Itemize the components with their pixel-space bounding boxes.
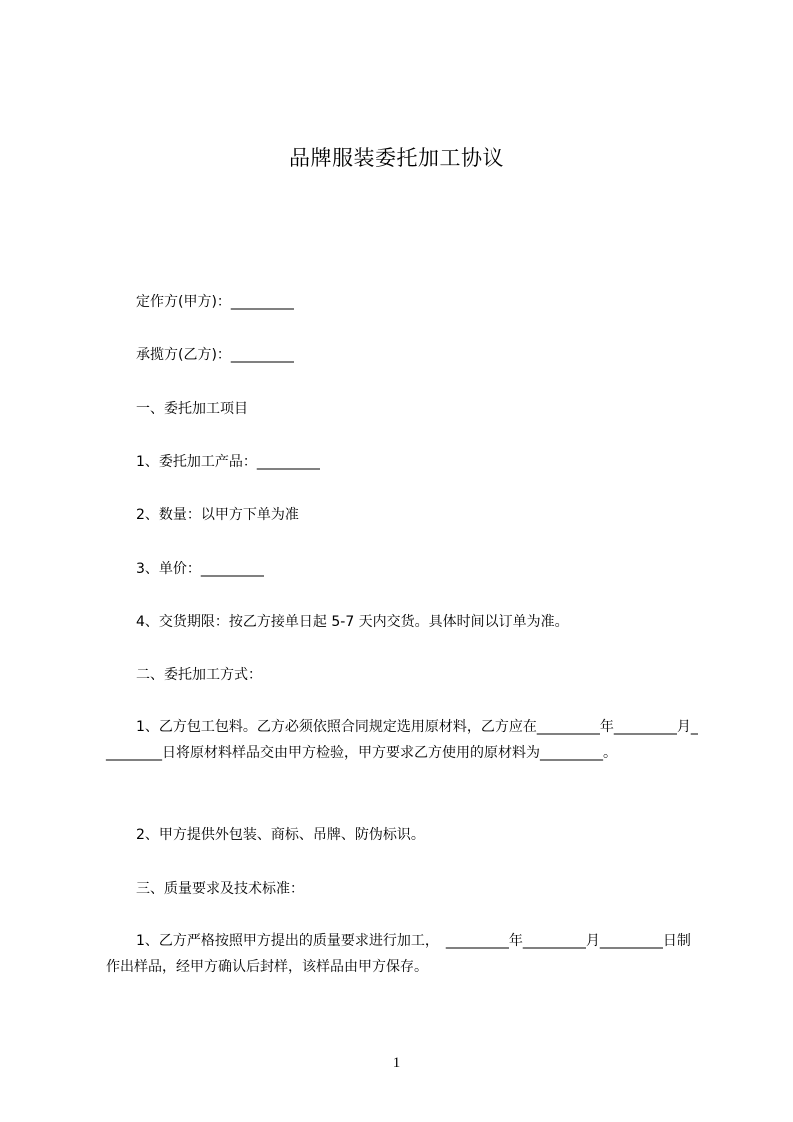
- page-number: 1: [392, 1055, 401, 1071]
- section-2-heading: 二、委托加工方式：: [136, 667, 262, 683]
- section-2-item-materials: 1、乙方包工包料。乙方必须依照合同规定选用原材料，乙方应在_________年_________月_________日将原材料样品交由甲方检验，甲方要求乙方使用的原材料为_________。: [106, 719, 698, 761]
- section-3-heading: 三、质量要求及技术标准：: [136, 881, 304, 897]
- section-1-item-product: 1、委托加工产品：_________: [136, 454, 320, 470]
- section-1-item-price: 3、单价：_________: [136, 561, 264, 577]
- section-3-item-quality: 1、乙方严格按照甲方提出的质量要求进行加工， _________年_________月_________日制作出样品，经甲方确认后封样，该样品由甲方保存。: [106, 933, 691, 975]
- document-title: 品牌服装委托加工协议: [289, 146, 504, 170]
- party-a-line: 定作方(甲方)：_________: [136, 294, 294, 310]
- section-1-item-delivery: 4、交货期限：按乙方接单日起 5-7 天内交货。具体时间以订单为准。: [136, 614, 569, 630]
- section-1-heading: 一、委托加工项目: [136, 401, 248, 417]
- section-2-item-packaging: 2、甲方提供外包装、商标、吊牌、防伪标识。: [136, 827, 425, 843]
- section-1-item-quantity: 2、数量：以甲方下单为准: [136, 507, 299, 523]
- party-b-line: 承揽方(乙方)：_________: [136, 347, 294, 363]
